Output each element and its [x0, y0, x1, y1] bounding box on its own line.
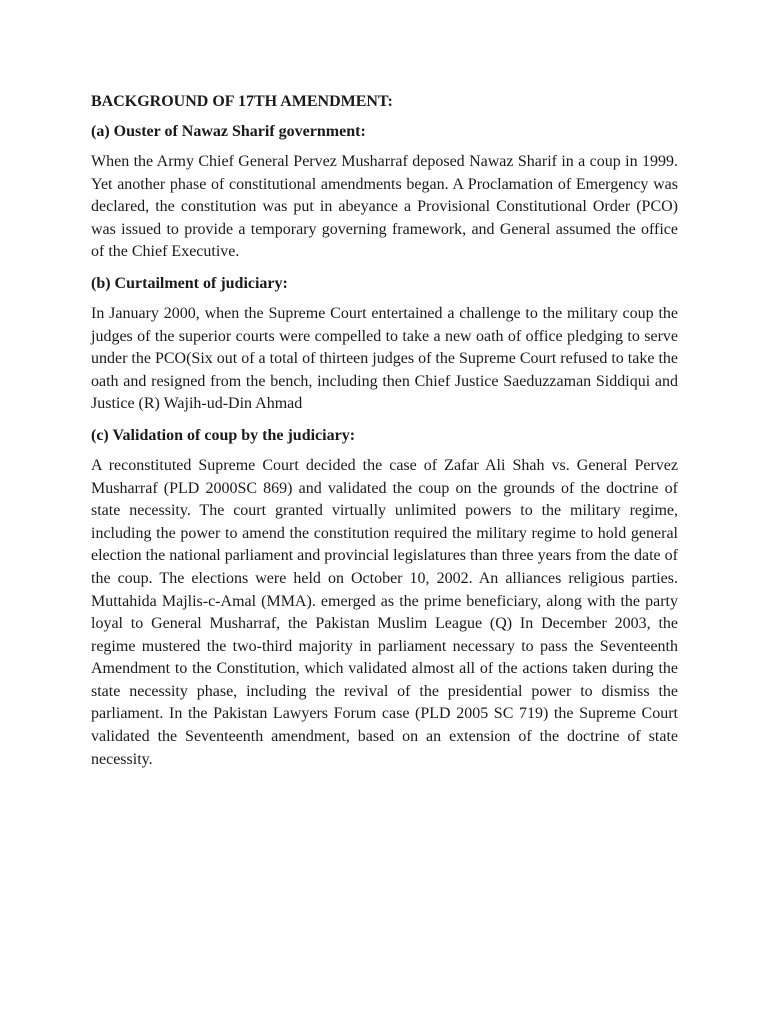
section-body-curtailment: In January 2000, when the Supreme Court entertained a challenge to the military coup the judges of the superior courts were compelled to take a new oath of office pledging to serve under the PCO(Six out of a total of thirteen judges of the Supreme Court refused to take the oath and resigned from the bench, including then Chief Justice Saeduzzaman Siddiqui and Justice (R) Wajih-ud-Din Ahmad: [91, 304, 678, 413]
document-title: BACKGROUND OF 17TH AMENDMENT:: [91, 93, 393, 110]
section-heading-validation: (c) Validation of coup by the judiciary:: [91, 426, 356, 444]
section-body-ouster: When the Army Chief General Pervez Musharraf deposed Nawaz Sharif in a coup in 1999. Yet another phase of constitutional amendments began. A Proclamation of Emergency was declared, the constitution was put in abeyance a Provisional Constitutional Order (PCO) was issued to provide a temporary governing framework, and General assumed the office of the Chief Executive.: [91, 153, 678, 261]
section-heading-ouster: (a) Ouster of Nawaz Sharif government:: [91, 123, 366, 140]
section-heading-curtailment: (b) Curtailment of judiciary:: [91, 274, 288, 292]
document-page: [91, 91, 678, 780]
section-body-validation: A reconstituted Supreme Court decided the case of Zafar Ali Shah vs. General Pervez Musharraf (PLD 2000SC 869) and validated the coup on the grounds of the doctrine of state necessity. The court granted virtually unlimited powers to the military regime, including the power to amend the constitution required the military regime to hold general election the national parliament and provincial legislatures than three years from the date of the coup. The elections were held on October 10, 2002. An alliances religious parties. Muttahida Majlis-c-Amal (MMA). emerged as the prime beneficiary, along with the party loyal to General Musharraf, the Pakistan Muslim League (Q) In December 2003, the regime mustered the two-third majority in parliament necessary to pass the Seventeenth Amendment to the Constitution, which validated almost all of the actions taken during the state necessity phase, including the revival of the presidential power to dismiss the parliament. In the Pakistan Lawyers Forum case (PLD 2005 SC 719) the Supreme Court validated the Seventeenth amendment, based on an extension of the doctrine of state necessity.: [91, 456, 678, 768]
